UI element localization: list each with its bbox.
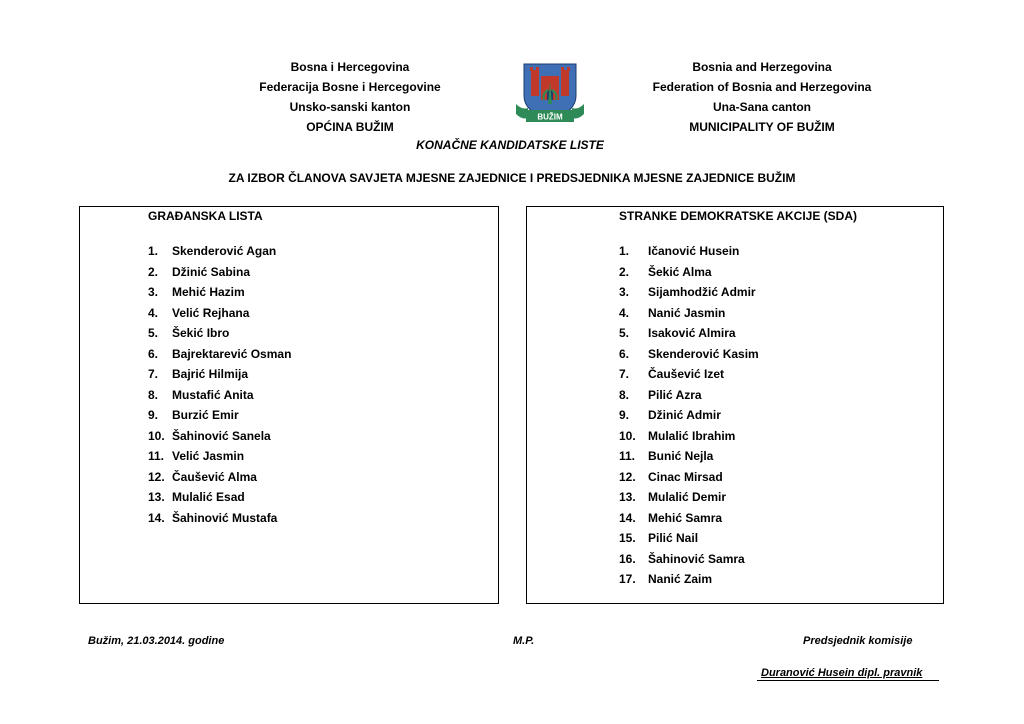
item-number: 4. — [619, 305, 630, 320]
list-item — [148, 385, 291, 406]
candidate-name: Šahinović Samra — [648, 551, 745, 566]
header-right-municipality: MUNICIPALITY OF BUŽIM — [689, 120, 835, 134]
candidate-name: Bajrektarević Osman — [172, 346, 292, 361]
candidate-name: Džinić Admir — [648, 408, 721, 422]
footer-stamp-placeholder: M.P. — [513, 635, 535, 647]
list-item — [619, 569, 759, 590]
candidate-name: Pilić Nail — [648, 531, 699, 545]
item-number: 17. — [619, 572, 636, 586]
list-item — [148, 344, 291, 365]
candidate-name: Mulalić Esad — [172, 490, 245, 504]
candidate-name: Šahinović Mustafa — [172, 510, 278, 525]
list-item — [619, 405, 759, 426]
header-left-federation: Federacija Bosne i Hercegovine — [259, 80, 441, 94]
list-heading: GRAĐANSKA LISTA — [148, 209, 263, 223]
header-left-country: Bosna i Hercegovina — [290, 60, 410, 74]
list-item — [619, 303, 759, 324]
list-item — [619, 549, 759, 570]
candidate-name: Mehić Hazim — [172, 285, 245, 299]
list-item — [148, 323, 291, 344]
list-item — [148, 303, 291, 324]
candidate-name: Skenderović Agan — [172, 244, 277, 258]
candidate-list-gradjanska — [79, 206, 499, 604]
candidate-name: Isaković Almira — [648, 326, 736, 340]
list-item — [148, 241, 291, 262]
svg-text:BUŽIM: BUŽIM — [537, 112, 563, 122]
list-heading: STRANKE DEMOKRATSKE AKCIJE (SDA) — [619, 209, 858, 223]
item-number: 8. — [148, 387, 159, 402]
item-number: 3. — [148, 285, 159, 299]
list-item — [619, 467, 759, 488]
list-item — [148, 262, 291, 283]
list-item — [619, 426, 759, 447]
candidate-name: Bunić Nejla — [648, 449, 714, 463]
list-item — [619, 385, 759, 406]
candidate-name: Skenderović Kasim — [648, 346, 759, 361]
candidate-name: Sijamhodžić Admir — [648, 285, 756, 299]
item-number: 9. — [148, 408, 159, 422]
item-number: 15. — [619, 531, 636, 545]
candidate-name: Cinac Mirsad — [648, 469, 723, 484]
list-item — [619, 528, 759, 549]
candidate-name: Šekić Ibro — [172, 326, 230, 340]
list-item — [148, 282, 291, 303]
list-item — [148, 364, 291, 385]
list-item — [148, 467, 291, 488]
header-right-country: Bosnia and Herzegovina — [692, 60, 832, 74]
item-number: 11. — [619, 449, 636, 463]
candidate-name: Bajrić Hilmija — [172, 367, 249, 381]
list-item — [148, 487, 291, 508]
item-number: 6. — [148, 346, 159, 361]
list-item — [148, 446, 291, 467]
list-item — [619, 282, 759, 303]
item-number: 2. — [619, 264, 630, 279]
candidate-name: Čaušević Alma — [172, 469, 257, 484]
list-item — [619, 323, 759, 344]
list-item — [148, 426, 291, 447]
item-number: 10. — [619, 428, 636, 443]
item-number: 5. — [148, 326, 159, 340]
header-left — [232, 57, 468, 137]
item-number: 1. — [619, 244, 630, 258]
item-number: 14. — [148, 510, 165, 525]
candidate-list — [148, 241, 291, 528]
municipality-coat-of-arms — [514, 60, 586, 126]
item-number: 6. — [619, 346, 630, 361]
candidate-name: Nanić Jasmin — [648, 305, 726, 320]
item-number: 3. — [619, 285, 630, 299]
item-number: 9. — [619, 408, 630, 422]
signature-line — [757, 680, 939, 681]
document-title: ZA IZBOR ČLANOVA SAVJETA MJESNE ZAJEDNICE I PREDSJEDNIKA MJESNE ZAJEDNICE BUŽIM — [228, 171, 796, 185]
header-left-municipality: OPĆINA BUŽIM — [306, 120, 394, 134]
list-item — [619, 344, 759, 365]
candidate-name: Velić Rejhana — [172, 305, 250, 320]
item-number: 2. — [148, 264, 159, 279]
item-number: 13. — [619, 490, 636, 504]
candidate-name: Velić Jasmin — [172, 449, 245, 463]
item-number: 7. — [148, 367, 159, 381]
item-number: 16. — [619, 551, 636, 566]
footer-date: Bužim, 21.03.2014. godine — [88, 635, 225, 647]
list-item — [619, 364, 759, 385]
list-item — [619, 487, 759, 508]
candidate-name: Pilić Azra — [648, 387, 702, 402]
list-item — [619, 446, 759, 467]
header-right — [628, 57, 896, 137]
item-number: 12. — [619, 469, 636, 484]
item-number: 4. — [148, 305, 159, 320]
candidate-name: Mustafić Anita — [172, 387, 254, 402]
candidate-name: Ičanović Husein — [648, 244, 740, 258]
candidate-name: Nanić Zaim — [648, 572, 713, 586]
item-number: 8. — [619, 387, 630, 402]
candidate-name: Mulalić Ibrahim — [648, 428, 736, 443]
item-number: 14. — [619, 510, 636, 525]
list-item — [148, 405, 291, 426]
candidate-name: Mehić Samra — [648, 510, 723, 525]
candidate-list — [619, 241, 759, 590]
list-item — [619, 241, 759, 262]
candidate-name: Mulalić Demir — [648, 490, 727, 504]
item-number: 10. — [148, 428, 165, 443]
footer-president-label: Predsjednik komisije — [803, 635, 913, 647]
item-number: 13. — [148, 490, 165, 504]
candidate-name: Burzić Emir — [172, 408, 239, 422]
item-number: 12. — [148, 469, 165, 484]
list-item — [619, 508, 759, 529]
header-right-canton: Una-Sana canton — [712, 100, 811, 114]
item-number: 5. — [619, 326, 630, 340]
document-subtitle: KONAČNE KANDIDATSKE LISTE — [416, 138, 604, 152]
candidate-list-sda — [526, 206, 944, 604]
item-number: 7. — [619, 367, 630, 381]
header-right-federation: Federation of Bosnia and Herzegovina — [652, 80, 872, 94]
list-item — [619, 262, 759, 283]
candidate-name: Čaušević Izet — [648, 367, 725, 381]
item-number: 11. — [148, 449, 165, 463]
list-item — [148, 508, 291, 529]
item-number: 1. — [148, 244, 159, 258]
footer-signature-name: Duranović Husein dipl. pravnik — [761, 667, 923, 679]
candidate-name: Džinić Sabina — [172, 264, 251, 279]
header-left-canton: Unsko-sanski kanton — [289, 100, 411, 114]
candidate-name: Šahinović Sanela — [172, 428, 271, 443]
candidate-name: Šekić Alma — [648, 264, 712, 279]
